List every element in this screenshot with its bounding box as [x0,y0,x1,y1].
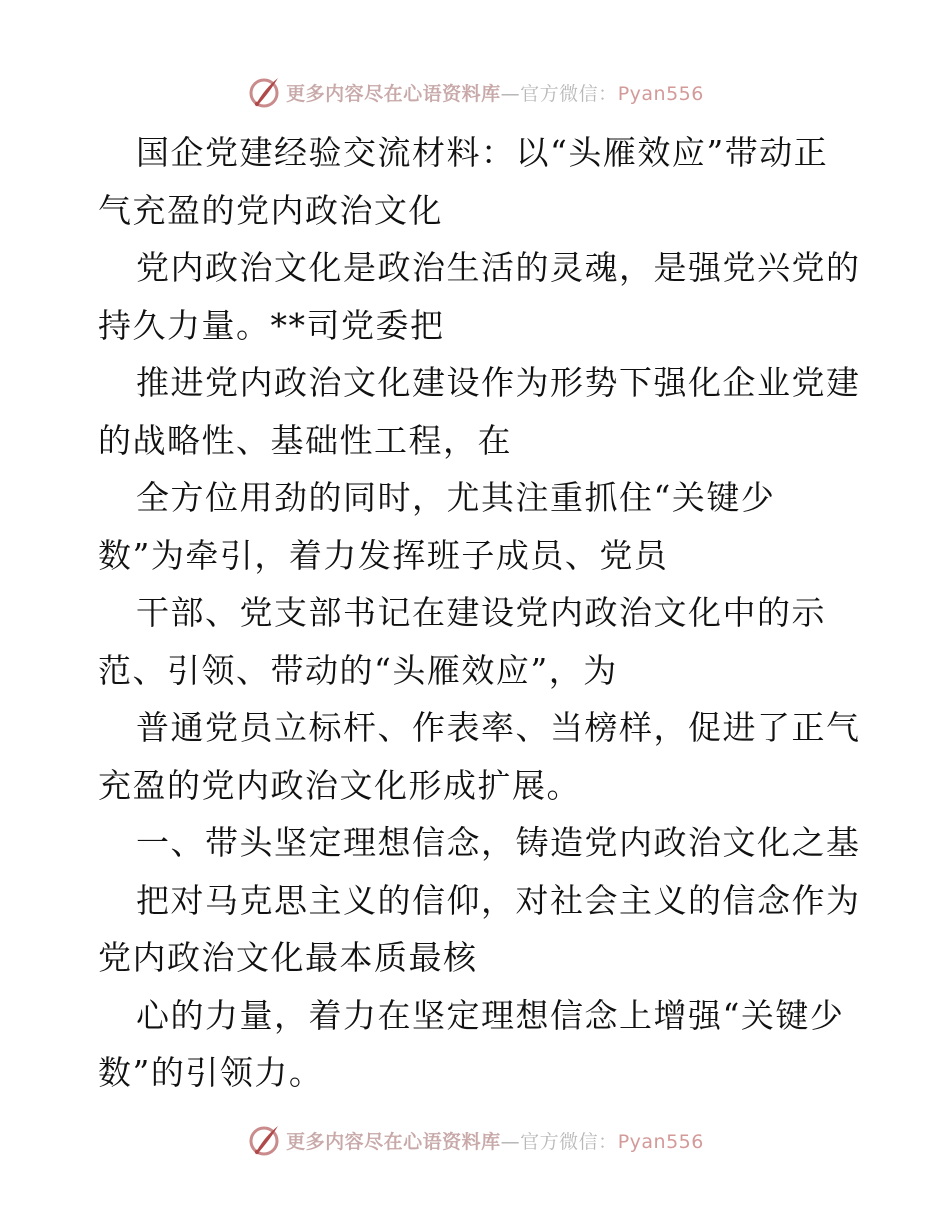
watermark-separator: — [500,1130,521,1153]
text-line: 党内政治文化是政治生活的灵魂，是强党兴党的 [136,248,861,287]
text-line: 干部、党支部书记在建设党内政治文化中的示 [136,593,826,632]
quill-ink-logo-icon [246,1122,282,1158]
document-body [98,124,861,1102]
watermark-text [286,79,704,106]
text-line: 数”的引领力。 [98,1053,324,1092]
watermark-separator: — [500,82,521,105]
watermark-main: 更多内容尽在心语资料库 [286,82,501,105]
watermark-wechat-id: Pyan556 [617,82,704,105]
text-line: 持久力量。**司党委把 [98,305,445,345]
text-line: 充盈的党内政治文化形成扩展。 [98,765,581,805]
text-line: 数”为牵引，着力发挥班子成员、党员 [98,535,669,575]
section-heading: 一、带头坚定理想信念，铸造党内政治文化之基 [136,823,861,862]
text-line: 推进党内政治文化建设作为形势下强化企业党建 [136,363,861,402]
text-line: 心的力量，着力在坚定理想信念上增强“关键少 [136,995,845,1035]
text-line: 全方位用劲的同时，尤其注重抓住“关键少 [136,478,776,517]
text-line: 普通党员立标杆、作表率、当榜样，促进了正气 [136,708,861,747]
text-line: 范、引领、带动的“头雁效应”，为 [98,650,618,690]
text-line: 气充盈的党内政治文化 [98,190,443,230]
watermark-text [286,1127,704,1154]
footer-watermark [0,1120,950,1160]
watermark-main: 更多内容尽在心语资料库 [286,1130,501,1153]
text-line: 把对马克思主义的信仰，对社会主义的信念作为 [136,880,861,920]
watermark-wechat-label: 官方微信： [520,82,618,105]
text-line: 的战略性、基础性工程，在 [98,420,512,460]
quill-ink-logo-icon [246,74,282,110]
watermark-wechat-id: Pyan556 [617,1130,704,1153]
header-watermark [0,72,950,112]
text-line: 国企党建经验交流材料：以“头雁效应”带动正 [136,133,829,172]
text-line: 党内政治文化最本质最核 [98,938,478,977]
watermark-wechat-label: 官方微信： [520,1130,618,1153]
